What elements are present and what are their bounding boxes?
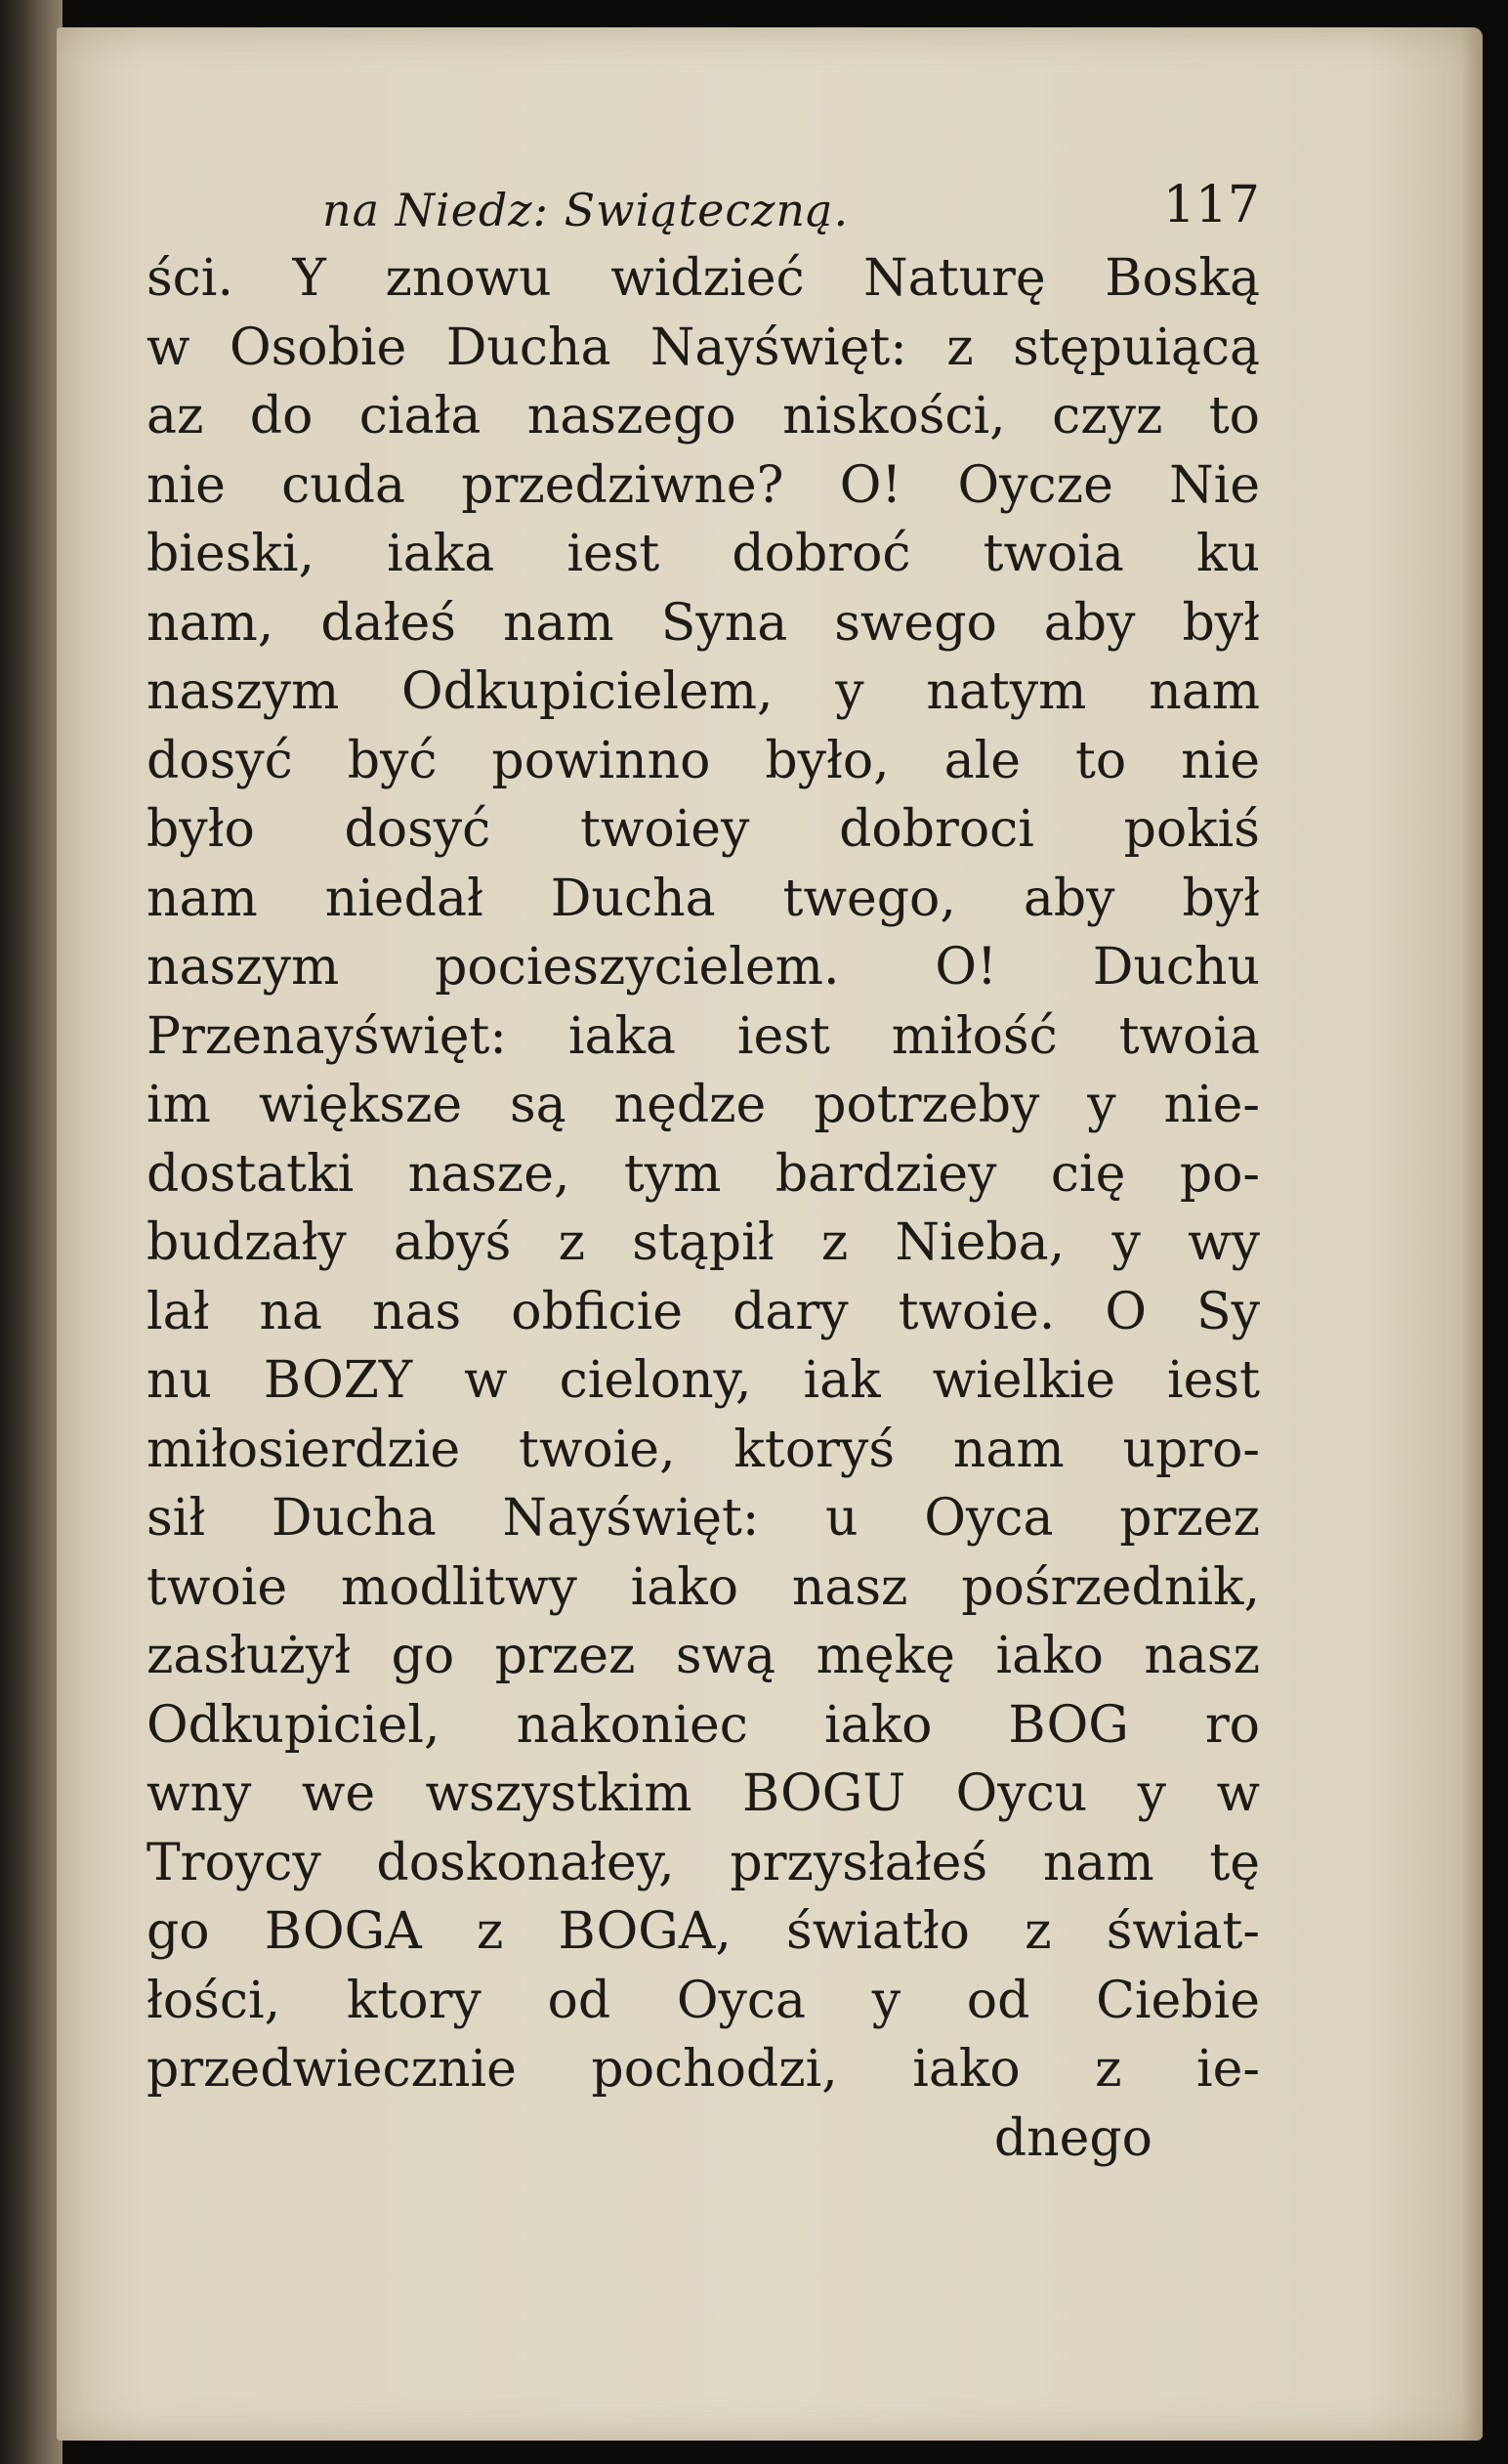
text-line: łości, ktory od Oyca y od Ciebie (147, 1971, 1260, 2030)
body-text (147, 244, 1260, 2173)
page-number: 117 (1162, 176, 1260, 234)
text-line: naszym pocieszycielem. O! Duchu (147, 938, 1260, 997)
text-line: sił Ducha Nayświęt: u Oyca przez (147, 1489, 1260, 1548)
text-line: naszym Odkupicielem, y natym nam (147, 662, 1260, 721)
text-line: miłosierdzie twoie, ktoryś nam upro- (147, 1420, 1260, 1479)
text-line: twoie modlitwy iako nasz pośrzednik, (147, 1557, 1260, 1617)
text-line: dostatki nasze, tym bardziey cię po- (147, 1144, 1260, 1204)
text-line: przedwiecznie pochodzi, iako z ie- (147, 2040, 1260, 2099)
text-line: nam, dałeś nam Syna swego aby był (147, 593, 1260, 653)
text-line: im większe są nędze potrzeby y nie- (147, 1076, 1260, 1134)
text-line: nam niedał Ducha twego, aby był (147, 869, 1260, 928)
text-line: ści. Y znowu widzieć Naturę Boską (147, 249, 1260, 308)
text-line: Odkupiciel, nakoniec iako BOG ro (147, 1695, 1260, 1755)
text-line: go BOGA z BOGA, światło z świat- (147, 1902, 1260, 1961)
running-head: na Niedz: Swiąteczną. (322, 184, 850, 236)
text-line: Przenayświęt: iaka iest miłość twoia (147, 1006, 1260, 1066)
text-line: budzały abyś z stąpił z Nieba, y wy (147, 1213, 1260, 1272)
text-line: zasłużył go przez swą mękę iako nasz (147, 1627, 1260, 1685)
catchword: dnego (993, 2108, 1152, 2168)
text-line: dosyć być powinno było, ale to nie (147, 731, 1260, 790)
text-line: w Osobie Ducha Nayświęt: z stępuiącą (147, 318, 1260, 377)
text-line: az do ciała naszego niskości, czyz to (147, 387, 1260, 446)
page-header (322, 156, 1260, 244)
text-line: lał na nas obficie dary twoie. O Sy (147, 1282, 1260, 1341)
text-line: Troycy doskonałey, przysłałeś nam tę (147, 1833, 1260, 1892)
text-line: nu BOZY w cielony, iak wielkie iest (147, 1351, 1260, 1410)
text-line: wny we wszystkim BOGU Oycu y w (147, 1764, 1260, 1823)
text-line: nie cuda przedziwne? O! Oycze Nie (147, 455, 1260, 515)
text-line: bieski, iaka iest dobroć twoia ku (147, 525, 1260, 583)
page-edge (1461, 27, 1483, 2441)
text-line: było dosyć twoiey dobroci pokiś (147, 800, 1260, 859)
book-gutter (0, 0, 63, 2464)
